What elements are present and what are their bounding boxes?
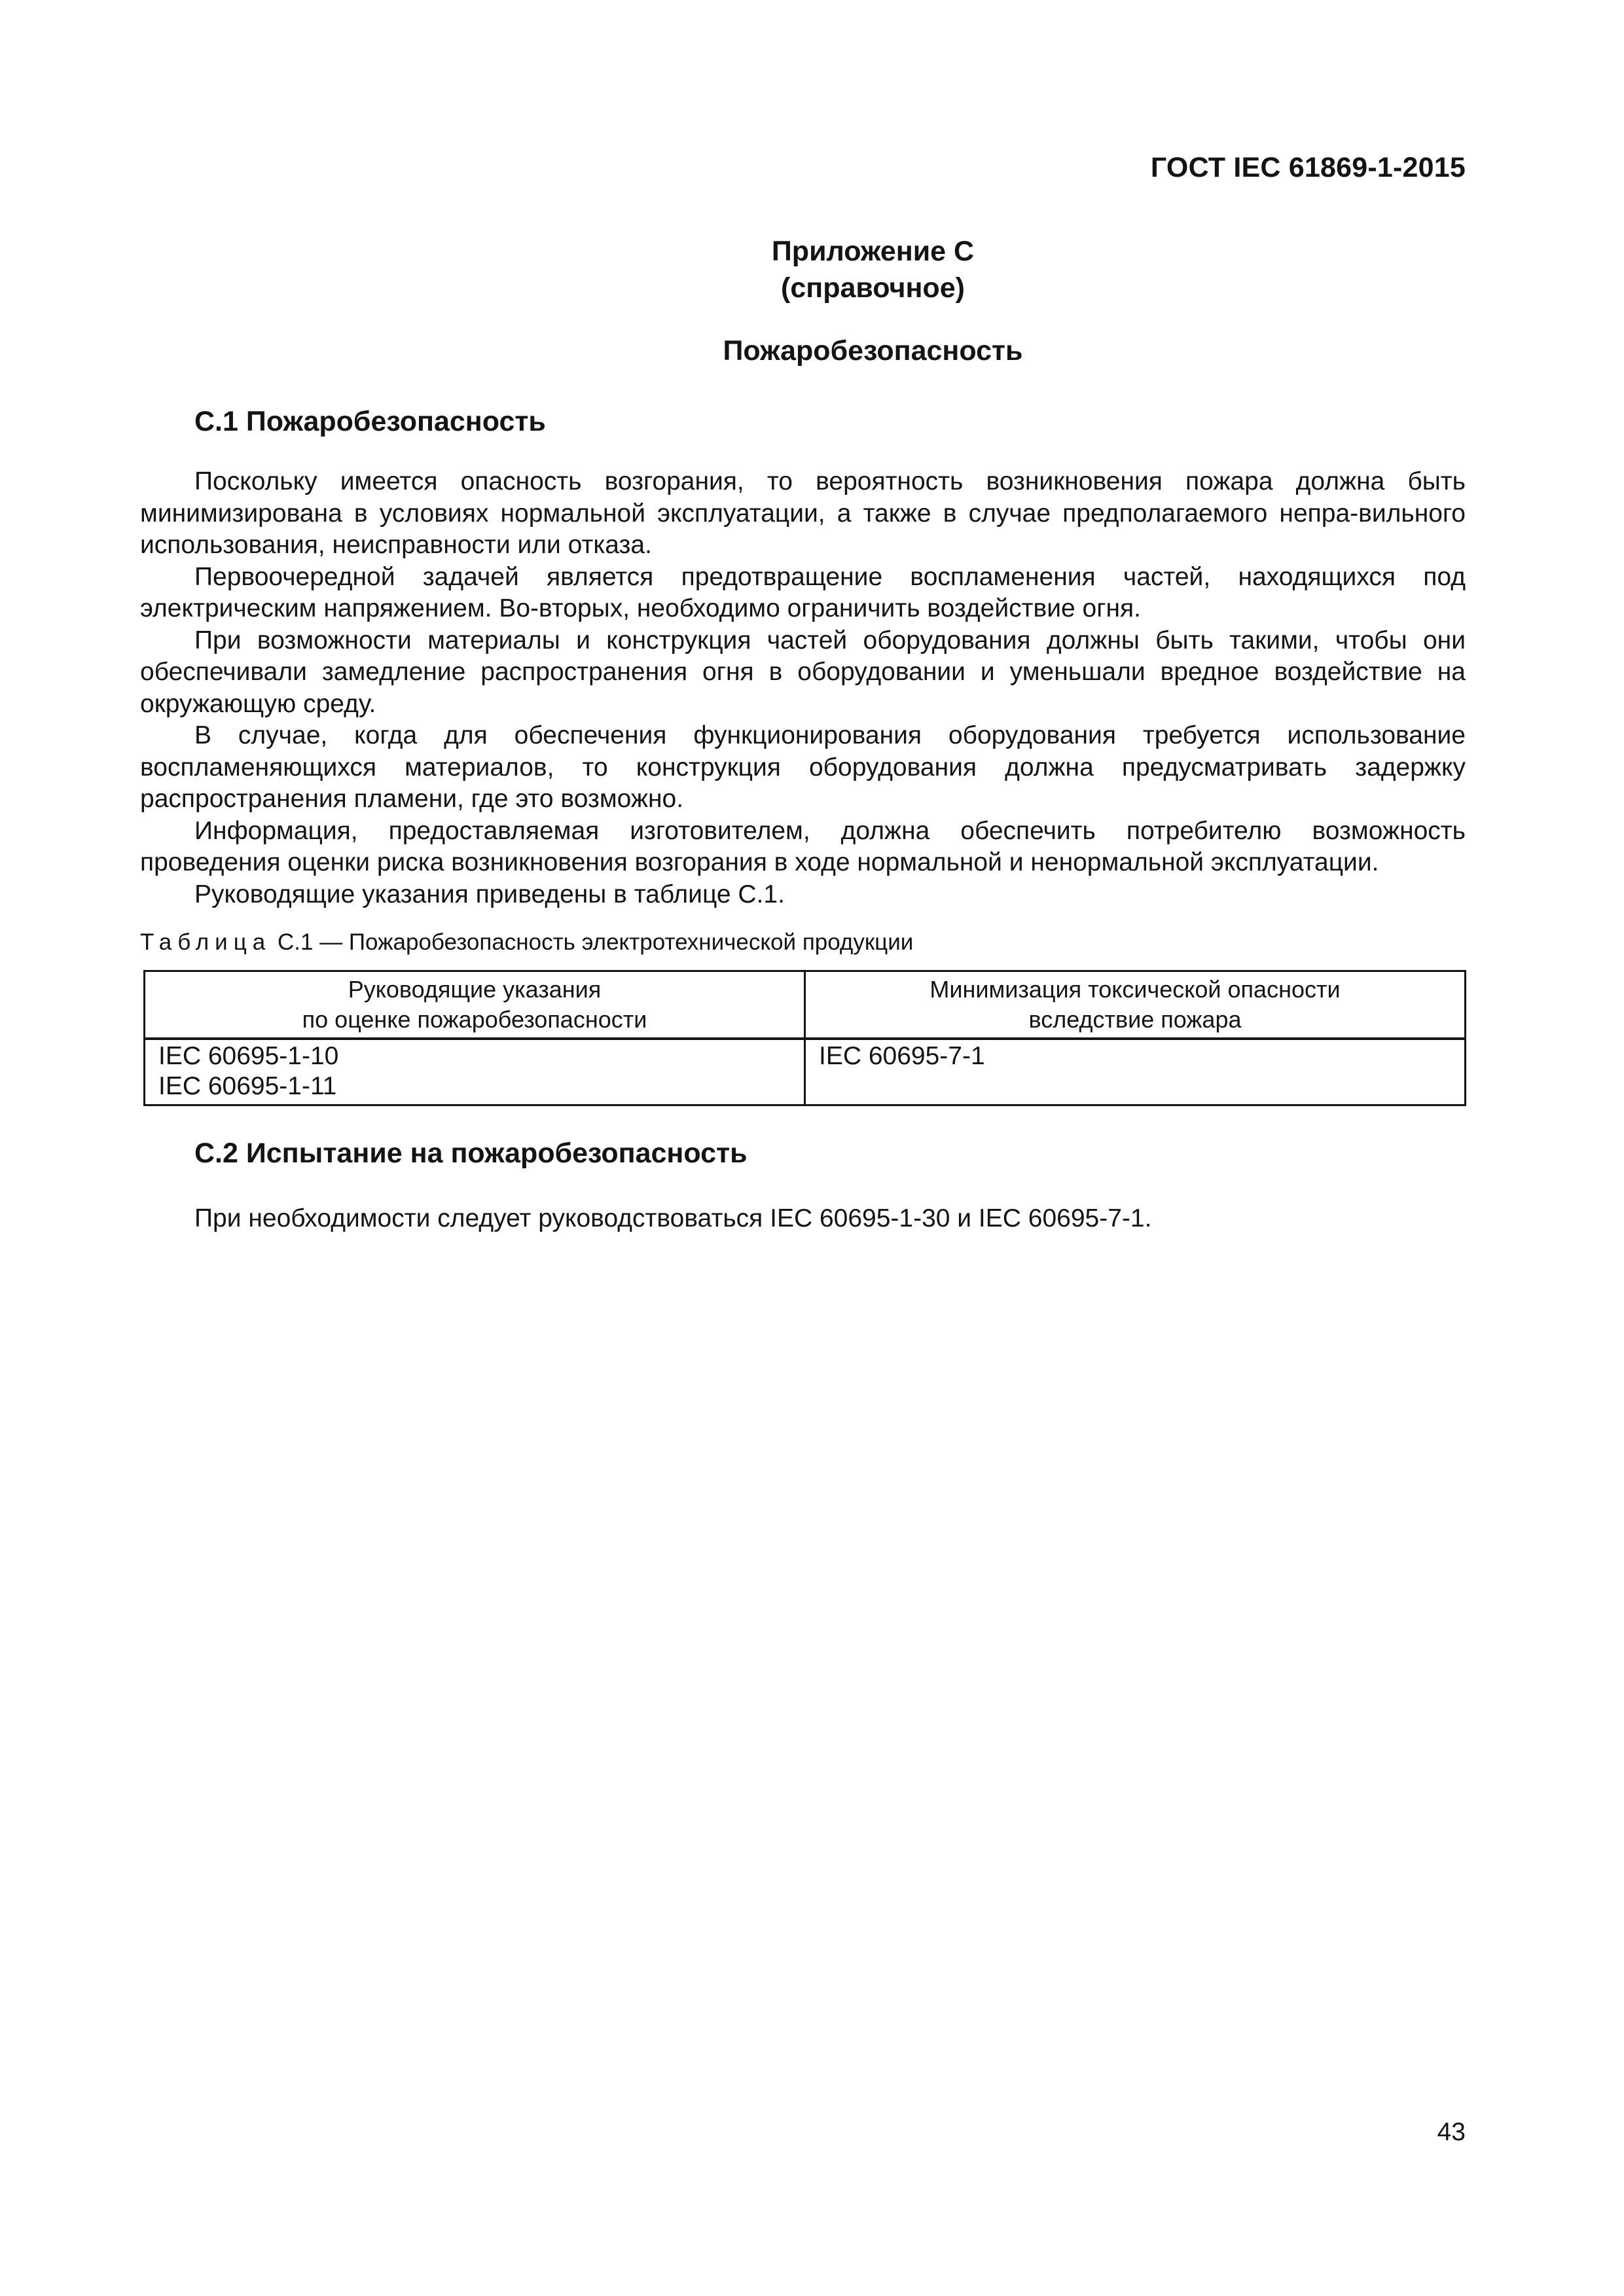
table-caption-text: С.1 — Пожаробезопасность электротехнической продукции bbox=[271, 929, 914, 955]
paragraph: При возможности материалы и конструкция частей оборудования должны быть такими, чтобы они обеспечивали замедление распространения огня в оборудовании и уменьшали вредное воздействие на окружающую среду. bbox=[140, 626, 1466, 718]
table-cell-guidance bbox=[145, 1039, 805, 1105]
table-header-row bbox=[145, 971, 1466, 1039]
section1-body bbox=[140, 466, 1466, 910]
document-code: ГОСТ IEC 61869-1-2015 bbox=[1150, 152, 1466, 183]
header-line: Минимизация токсической опасности bbox=[929, 976, 1341, 1003]
paragraph: Первоочередной задачей является предотвращение воспламенения частей, находящихся под электрическим напряжением. Во-вторых, необходимо ограничить воздействие огня. bbox=[140, 562, 1466, 622]
paragraph: Поскольку имеется опасность возгорания, то вероятность возникновения пожара должна быть минимизирована в условиях нормальной эксплуатации, а также в случае предполагаемого непра-вильного использования, неисправности или отказа. bbox=[140, 467, 1466, 559]
table-row bbox=[145, 1039, 1466, 1105]
header-line: Руководящие указания bbox=[348, 976, 602, 1003]
table-caption-label: Таблица bbox=[140, 929, 272, 955]
annex-title bbox=[0, 233, 1624, 306]
page-number: 43 bbox=[1437, 2118, 1466, 2146]
annex-title-line2: (справочное) bbox=[781, 272, 965, 304]
table-header-guidance bbox=[145, 971, 805, 1039]
annex-heading: Пожаробезопасность bbox=[723, 335, 1023, 367]
paragraph: Руководящие указания приведены в таблице С.1. bbox=[194, 880, 785, 908]
paragraph: Информация, предоставляемая изготовителем, должна обеспечить потребителю возможность проведения оценки риска возникновения возгорания в ходе нормальной и ненормальной эксплуатации. bbox=[140, 816, 1466, 876]
section1-heading: С.1 Пожаробезопасность bbox=[194, 406, 546, 437]
standard-reference: IEC 60695-1-11 bbox=[158, 1072, 337, 1100]
paragraph: В случае, когда для обеспечения функционирования оборудования требуется использование воспламеняющихся материалов, то конструкция оборудования должна предусматривать задержку распространения пламени, где это возможно. bbox=[140, 721, 1466, 813]
section2-text: При необходимости следует руководствоваться IEC 60695-1-30 и IEC 60695-7-1. bbox=[194, 1204, 1152, 1232]
standard-reference: IEC 60695-7-1 bbox=[819, 1042, 985, 1070]
fire-safety-table bbox=[143, 970, 1466, 1106]
standard-reference: IEC 60695-1-10 bbox=[158, 1042, 339, 1070]
header-line: вследствие пожара bbox=[1028, 1006, 1242, 1033]
section2-heading: С.2 Испытание на пожаробезопасность bbox=[194, 1138, 748, 1169]
annex-title-line1: Приложение С bbox=[771, 236, 975, 267]
table-cell-toxicity bbox=[805, 1039, 1466, 1105]
table-caption bbox=[140, 929, 913, 956]
table-header-toxicity bbox=[805, 971, 1466, 1039]
header-line: по оценке пожаробезопасности bbox=[302, 1006, 647, 1033]
